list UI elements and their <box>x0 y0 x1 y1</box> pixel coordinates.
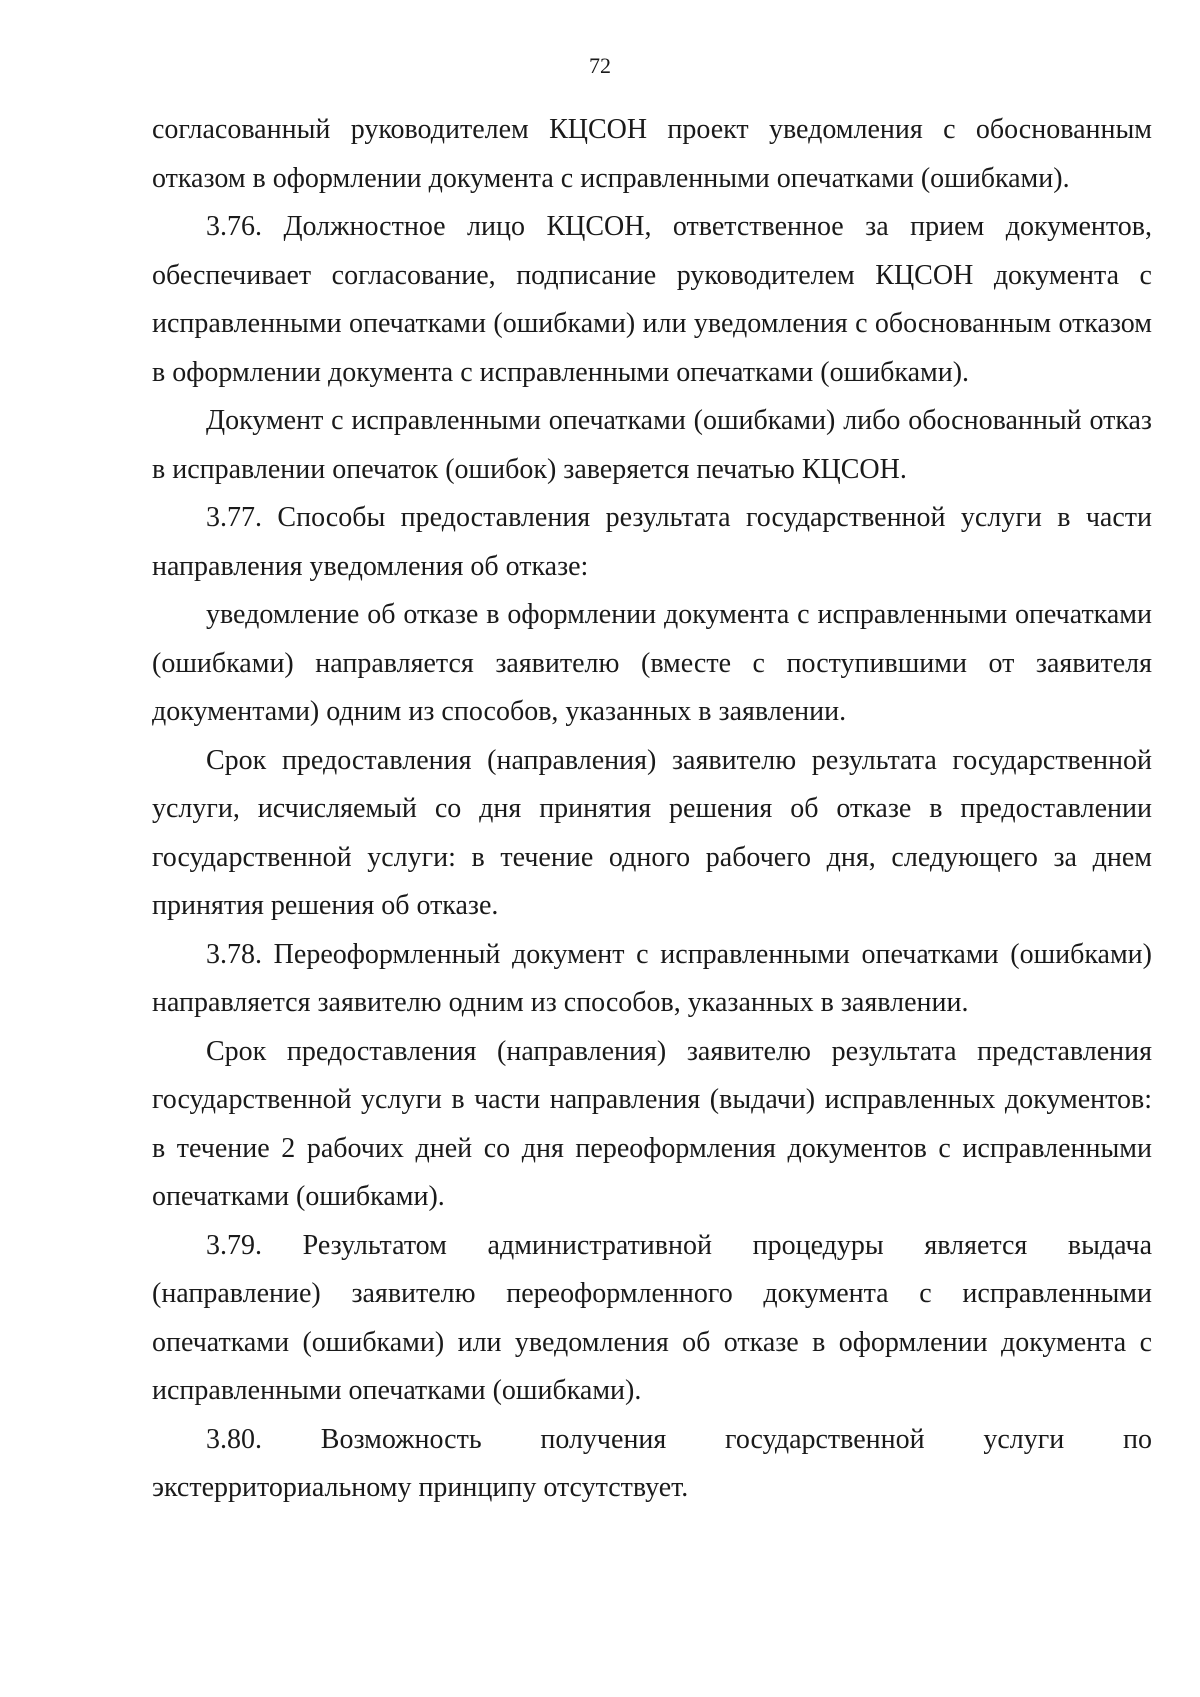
paragraph-document-certification: Документ с исправленными опечатками (ошибками) либо обоснованный отказ в исправлении опечаток (ошибок) заверяется печатью КЦСОН. <box>152 405 1152 485</box>
paragraph-3-78: 3.78. Переоформленный документ с исправленными опечатками (ошибками) направляется заявителю одним из способов, указанных в заявлении. <box>152 938 1152 1018</box>
paragraph-3-76: 3.76. Должностное лицо КЦСОН, ответственное за прием документов, обеспечивает согласование, подписание руководителем КЦСОН документа с исправленными опечатками (ошибками) или уведомления с обоснованным отказом в оформлении документа с исправленными опечатками (ошибками). <box>152 211 1152 388</box>
paragraph-3-80: 3.80. Возможность получения государственной услуги по экстерриториальному принципу отсутствует. <box>152 1423 1152 1503</box>
page-number: 72 <box>589 53 611 78</box>
paragraph-correction-deadline: Срок предоставления (направления) заявителю результата представления государственной услуги в части направления (выдачи) исправленных документов: в течение 2 рабочих дней со дня переоформления документов с исправленными опечатками (ошибками). <box>152 1035 1152 1212</box>
paragraph-continuation: согласованный руководителем КЦСОН проект уведомления с обоснованным отказом в оформлении документа с исправленными опечатками (ошибками). <box>152 114 1152 194</box>
paragraph-3-79: 3.79. Результатом административной процедуры является выдача (направление) заявителю переоформленного документа с исправленными опечатками (ошибками) или уведомления об отказе в оформлении документа с исправленными опечатками (ошибками). <box>152 1229 1152 1406</box>
paragraph-refusal-deadline: Срок предоставления (направления) заявителю результата государственной услуги, исчисляемый со дня принятия решения об отказе в предоставлении государственной услуги: в течение одного рабочего дня, следующего за днем принятия решения об отказе. <box>152 744 1152 921</box>
paragraph-refusal-notice: уведомление об отказе в оформлении документа с исправленными опечатками (ошибками) направляется заявителю (вместе с поступившими от заявителя документами) одним из способов, указанных в заявлении. <box>152 599 1152 727</box>
document-body <box>152 106 1152 1513</box>
paragraph-3-77: 3.77. Способы предоставления результата государственной услуги в части направления уведомления об отказе: <box>152 502 1152 582</box>
